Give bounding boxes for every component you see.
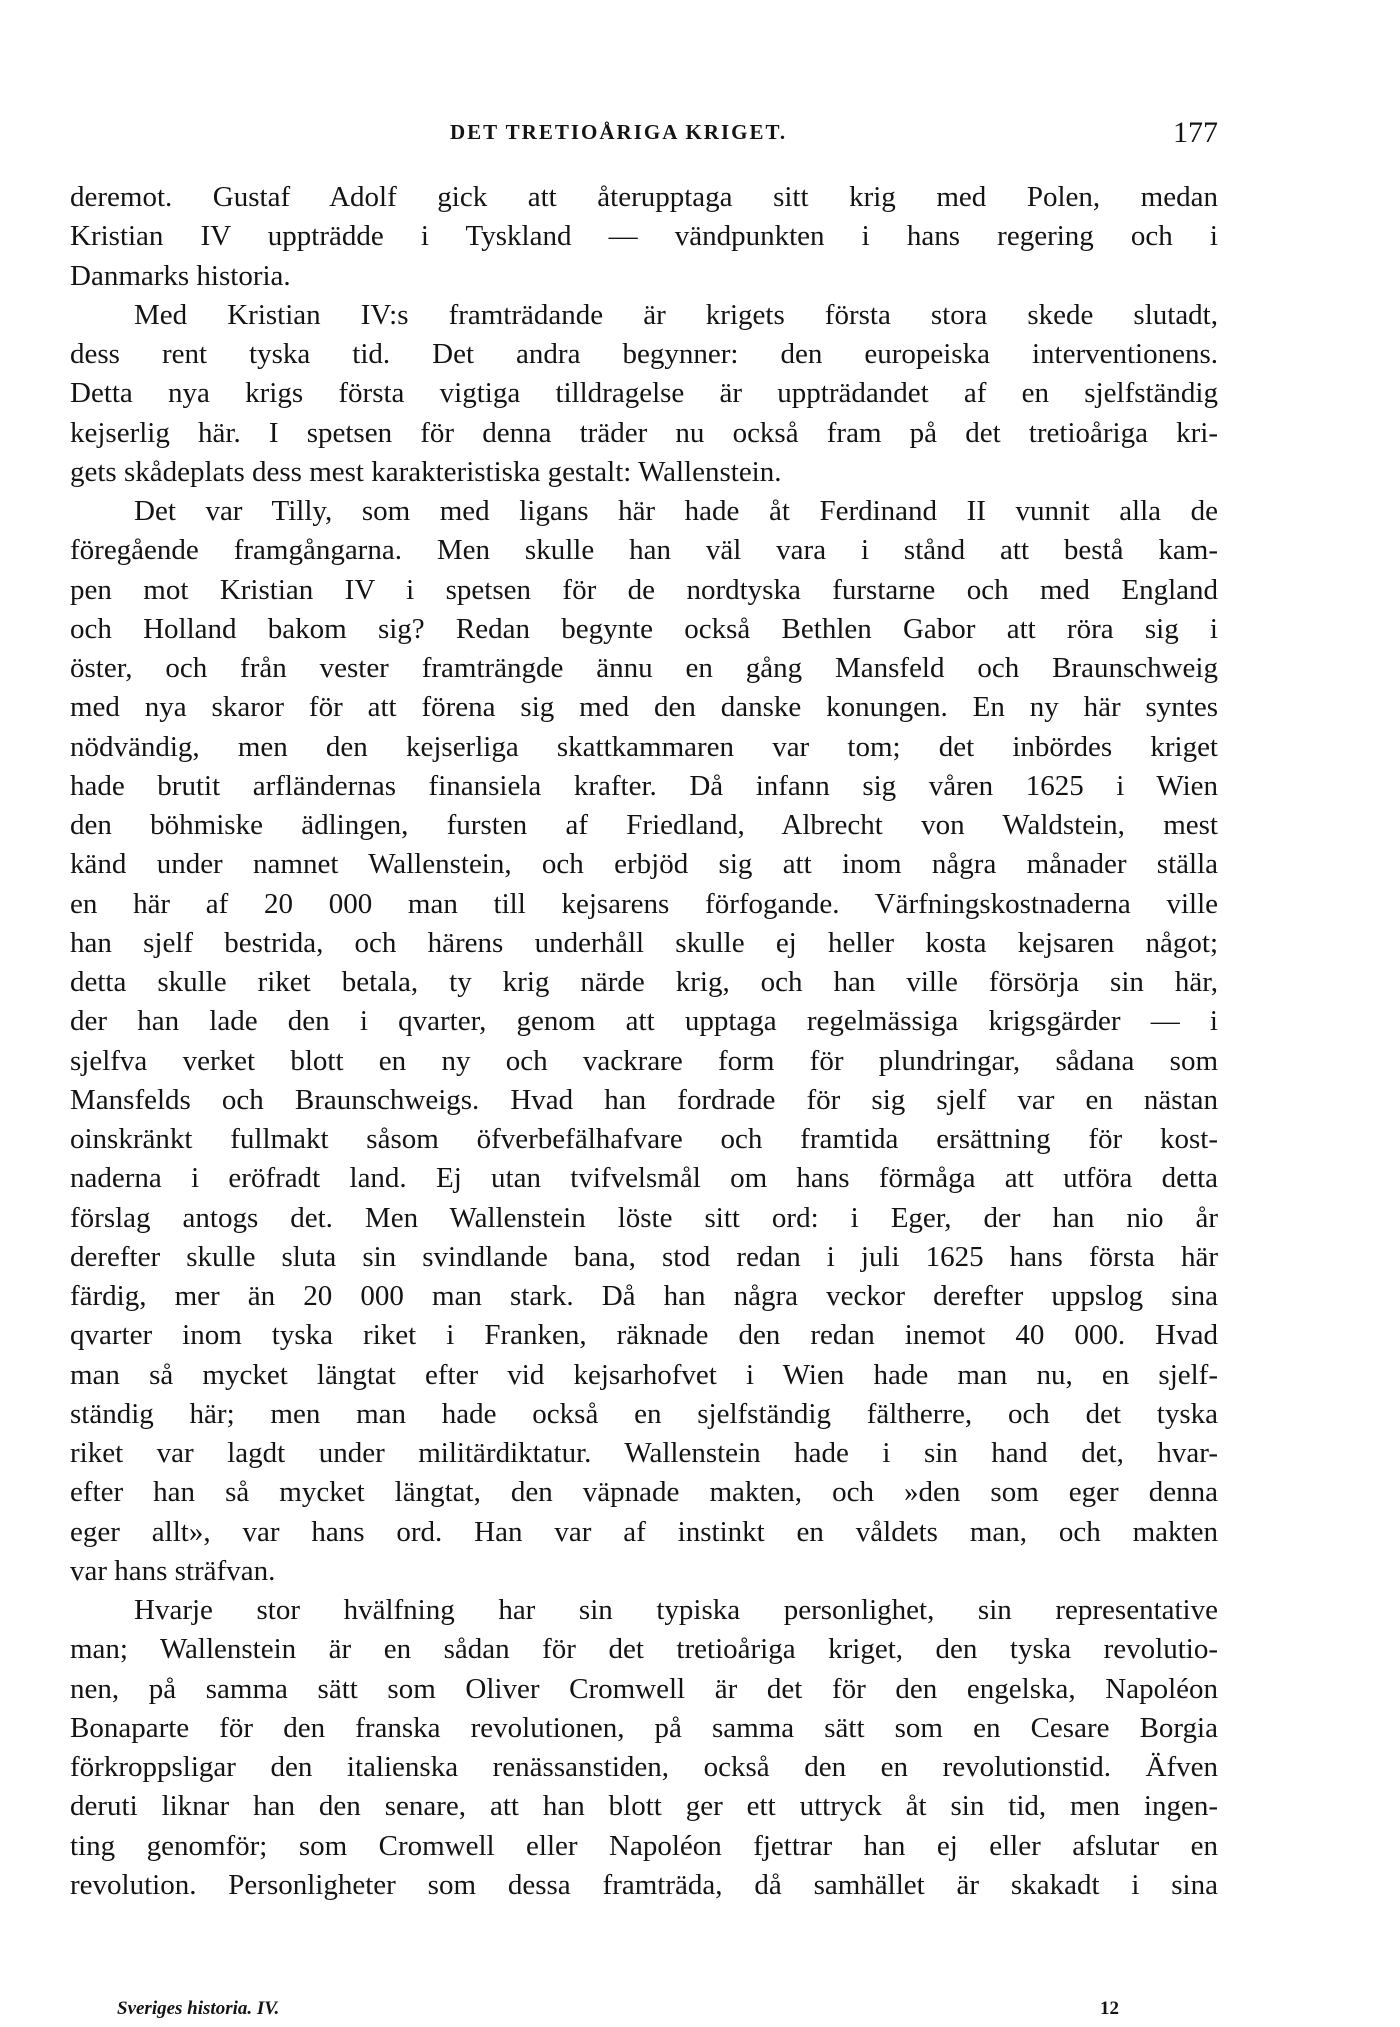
text-line: Danmarks historia. bbox=[70, 259, 291, 292]
text-line: föregående framgångarna. Men skulle han väl vara i stånd att bestå kam- bbox=[70, 534, 1218, 567]
text-line: Kristian IV uppträdde i Tyskland — vändpunkten i hans regering och i bbox=[70, 220, 1218, 253]
text-line: dess rent tyska tid. Det andra begynner: den europeiska interventionens. bbox=[70, 338, 1218, 370]
text-line: deruti liknar han den senare, att han blott ger ett uttryck åt sin tid, men ingen- bbox=[70, 1790, 1218, 1823]
text-line: nen, på samma sätt som Oliver Cromwell är det för den engelska, Napoléon bbox=[70, 1672, 1218, 1705]
text-line: Det var Tilly, som med ligans här hade åt Ferdinand II vunnit alla de bbox=[134, 495, 1218, 527]
text-line: öster, och från vester framträngde ännu en gång Mansfeld och Braunschweig bbox=[70, 652, 1218, 684]
text-line: nödvändig, men den kejserliga skattkammaren var tom; det inbördes kriget bbox=[70, 730, 1218, 763]
text-line: gets skådeplats dess mest karakteristiska gestalt: Wallenstein. bbox=[70, 455, 782, 488]
text-line: han sjelf bestrida, och härens underhåll skulle ej heller kosta kejsaren något; bbox=[70, 926, 1218, 959]
book-page bbox=[70, 0, 1218, 2027]
text-line: naderna i eröfradt land. Ej utan tvifvelsmål om hans förmåga att utföra detta bbox=[70, 1162, 1218, 1195]
page-header bbox=[70, 116, 1218, 156]
text-line: Bonaparte för den franska revolutionen, på samma sätt som en Cesare Borgia bbox=[70, 1711, 1218, 1744]
text-line: derefter skulle sluta sin svindlande bana, stod redan i juli 1625 hans första här bbox=[70, 1240, 1218, 1273]
text-line: revolution. Personligheter som dessa framträda, då samhället är skakadt i sina bbox=[70, 1868, 1218, 1901]
text-line: Mansfelds och Braunschweigs. Hvad han fordrade för sig sjelf var en nästan bbox=[70, 1083, 1218, 1116]
text-line: förkroppsligar den italienska renässanstiden, också den en revolutionstid. Äfven bbox=[70, 1751, 1218, 1783]
series-title: Sveriges historia. IV. bbox=[117, 1998, 280, 2019]
text-line: ständig här; men man hade också en sjelfständig fältherre, och det tyska bbox=[70, 1397, 1218, 1430]
text-line: detta skulle riket betala, ty krig närde krig, och han ville försörja sin här, bbox=[70, 966, 1218, 998]
text-line: hade brutit arfländernas finansiela krafter. Då infann sig våren 1625 i Wien bbox=[70, 769, 1218, 802]
text-line: kejserlig här. I spetsen för denna träder nu också fram på det tretioåriga kri- bbox=[70, 416, 1218, 449]
text-line: färdig, mer än 20 000 man stark. Då han några veckor derefter uppslog sina bbox=[70, 1280, 1218, 1312]
text-line: oinskränkt fullmakt såsom öfverbefälhafvare och framtida ersättning för kost- bbox=[70, 1123, 1218, 1155]
text-line: Med Kristian IV:s framträdande är krigets första stora skede slutadt, bbox=[134, 298, 1218, 331]
text-line: sjelfva verket blott en ny och vackrare form för plundringar, sådana som bbox=[70, 1044, 1218, 1077]
sheet-number: 12 bbox=[1100, 1998, 1119, 2019]
body-text bbox=[70, 178, 1218, 1905]
text-line: eger allt», var hans ord. Han var af instinkt en våldets man, och makten bbox=[70, 1515, 1218, 1548]
text-line: der han lade den i qvarter, genom att upptaga regelmässiga krigsgärder — i bbox=[70, 1005, 1218, 1038]
page-number: 177 bbox=[1173, 116, 1218, 149]
text-line: efter han så mycket längtat, den väpnade makten, och »den som eger denna bbox=[70, 1476, 1218, 1509]
page-footer bbox=[70, 1998, 1218, 2024]
text-line: Hvarje stor hvälfning har sin typiska personlighet, sin representative bbox=[134, 1594, 1218, 1626]
text-line: ting genomför; som Cromwell eller Napoléon fjettrar han ej eller afslutar en bbox=[70, 1829, 1218, 1862]
text-line: qvarter inom tyska riket i Franken, räknade den redan inemot 40 000. Hvad bbox=[70, 1319, 1218, 1352]
text-line: en här af 20 000 man till kejsarens förfogande. Värfningskostnaderna ville bbox=[70, 887, 1218, 920]
text-line: man; Wallenstein är en sådan för det tretioåriga kriget, den tyska revolutio- bbox=[70, 1633, 1218, 1666]
text-line: förslag antogs det. Men Wallenstein löste sitt ord: i Eger, der han nio år bbox=[70, 1201, 1218, 1234]
text-line: känd under namnet Wallenstein, och erbjöd sig att inom några månader ställa bbox=[70, 848, 1218, 881]
text-line: med nya skaror för att förena sig med den danske konungen. En ny här syntes bbox=[70, 691, 1218, 724]
text-line: man så mycket längtat efter vid kejsarhofvet i Wien hade man nu, en sjelf- bbox=[70, 1358, 1218, 1391]
text-line: den böhmiske ädlingen, fursten af Friedland, Albrecht von Waldstein, mest bbox=[70, 809, 1218, 841]
text-line: pen mot Kristian IV i spetsen för de nordtyska furstarne och med England bbox=[70, 573, 1218, 606]
running-title: DET TRETIOÅRIGA KRIGET. bbox=[450, 120, 788, 144]
text-line: deremot. Gustaf Adolf gick att återupptaga sitt krig med Polen, medan bbox=[70, 181, 1218, 213]
text-line: riket var lagdt under militärdiktatur. Wallenstein hade i sin hand det, hvar- bbox=[70, 1437, 1218, 1469]
text-line: och Holland bakom sig? Redan begynte också Bethlen Gabor att röra sig i bbox=[70, 612, 1218, 645]
text-line: Detta nya krigs första vigtiga tilldragelse är uppträdandet af en sjelfständig bbox=[70, 377, 1218, 410]
text-line: var hans sträfvan. bbox=[70, 1554, 276, 1587]
